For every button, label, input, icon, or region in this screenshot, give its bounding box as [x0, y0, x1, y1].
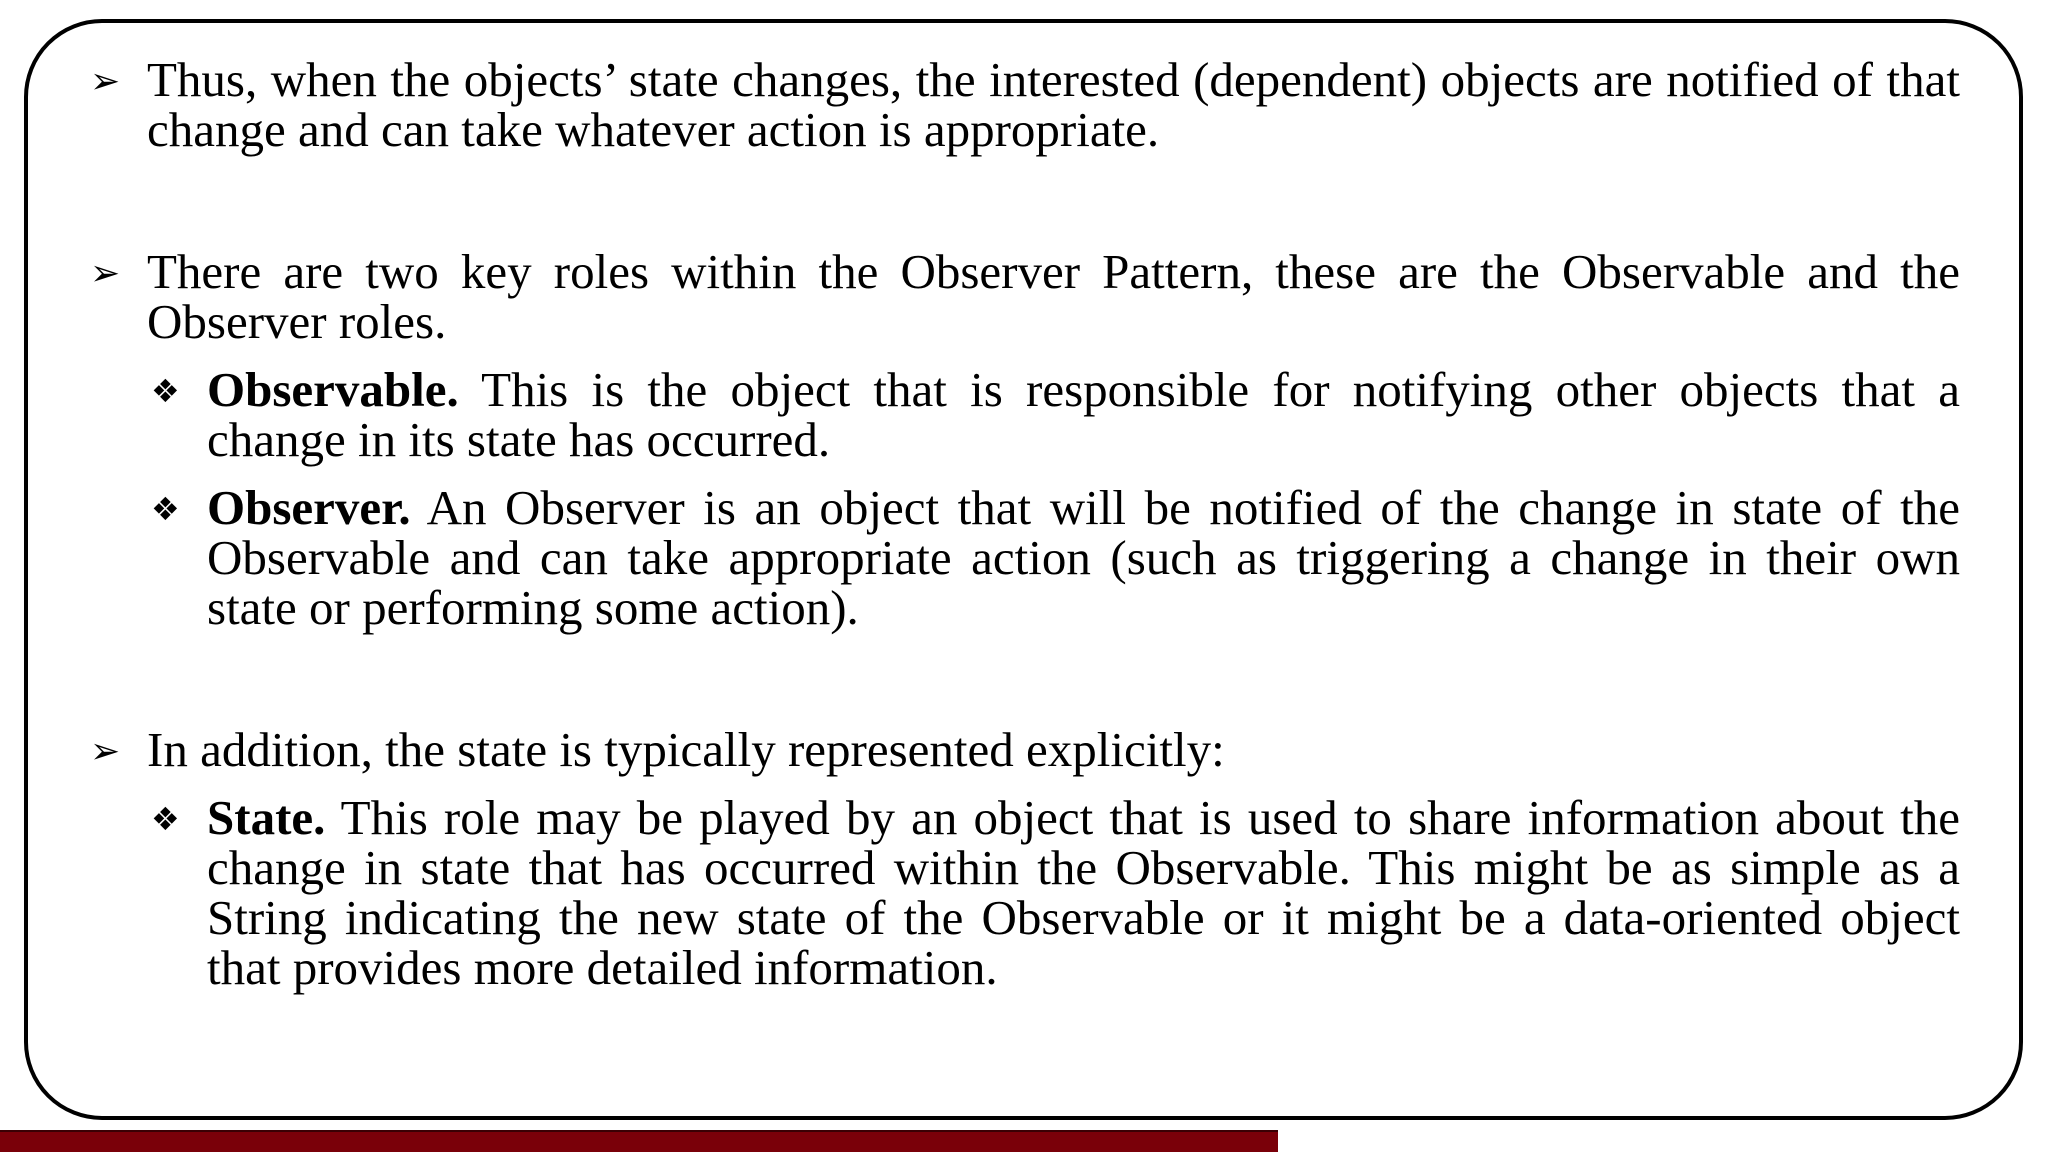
term-observer: Observer. [207, 480, 411, 535]
bullet-item-addition [90, 722, 1960, 777]
term-observable: Observable. [207, 362, 459, 417]
bullet-text: There are two key roles within the Observer Pattern, these are the Observable and the Observer roles. [147, 244, 1960, 349]
sub-item-text: This is the object that is responsible for notifying other objects that a change in its state has occurred. [207, 362, 1960, 467]
diamond-bullet-icon: ❖ [151, 800, 180, 838]
spacer [90, 633, 1960, 725]
bullet-item-roles [90, 244, 1960, 349]
sub-item-observable [90, 362, 1960, 467]
sub-item-text: This role may be played by an object that is used to share information about the change in state that has occurred within the Observable. This might be as simple as a String indicating the new state of the Observable or it might be a data-oriented object that provides more detailed information. [207, 790, 1960, 995]
arrow-bullet-icon: ➢ [90, 731, 121, 772]
sub-item-text: An Observer is an object that will be notified of the change in state of the Observable and can take appropriate action (such as triggering a change in their own state or performing some action). [207, 480, 1960, 635]
bullet-item-thus [90, 52, 1960, 157]
bullet-text: Thus, when the objects’ state changes, the interested (dependent) objects are notified of that change and can take whatever action is appropriate. [147, 52, 1960, 157]
bullet-text: In addition, the state is typically represented explicitly: [147, 722, 1225, 777]
diamond-bullet-icon: ❖ [151, 372, 180, 410]
arrow-bullet-icon: ➢ [90, 61, 121, 102]
spacer [90, 155, 1960, 247]
sub-item-observer [90, 480, 1960, 635]
slide-content [90, 52, 1960, 995]
footer-accent-bar [0, 1130, 1278, 1152]
arrow-bullet-icon: ➢ [90, 253, 121, 294]
diamond-bullet-icon: ❖ [151, 490, 180, 528]
sub-item-state [90, 790, 1960, 995]
term-state: State. [207, 790, 326, 845]
